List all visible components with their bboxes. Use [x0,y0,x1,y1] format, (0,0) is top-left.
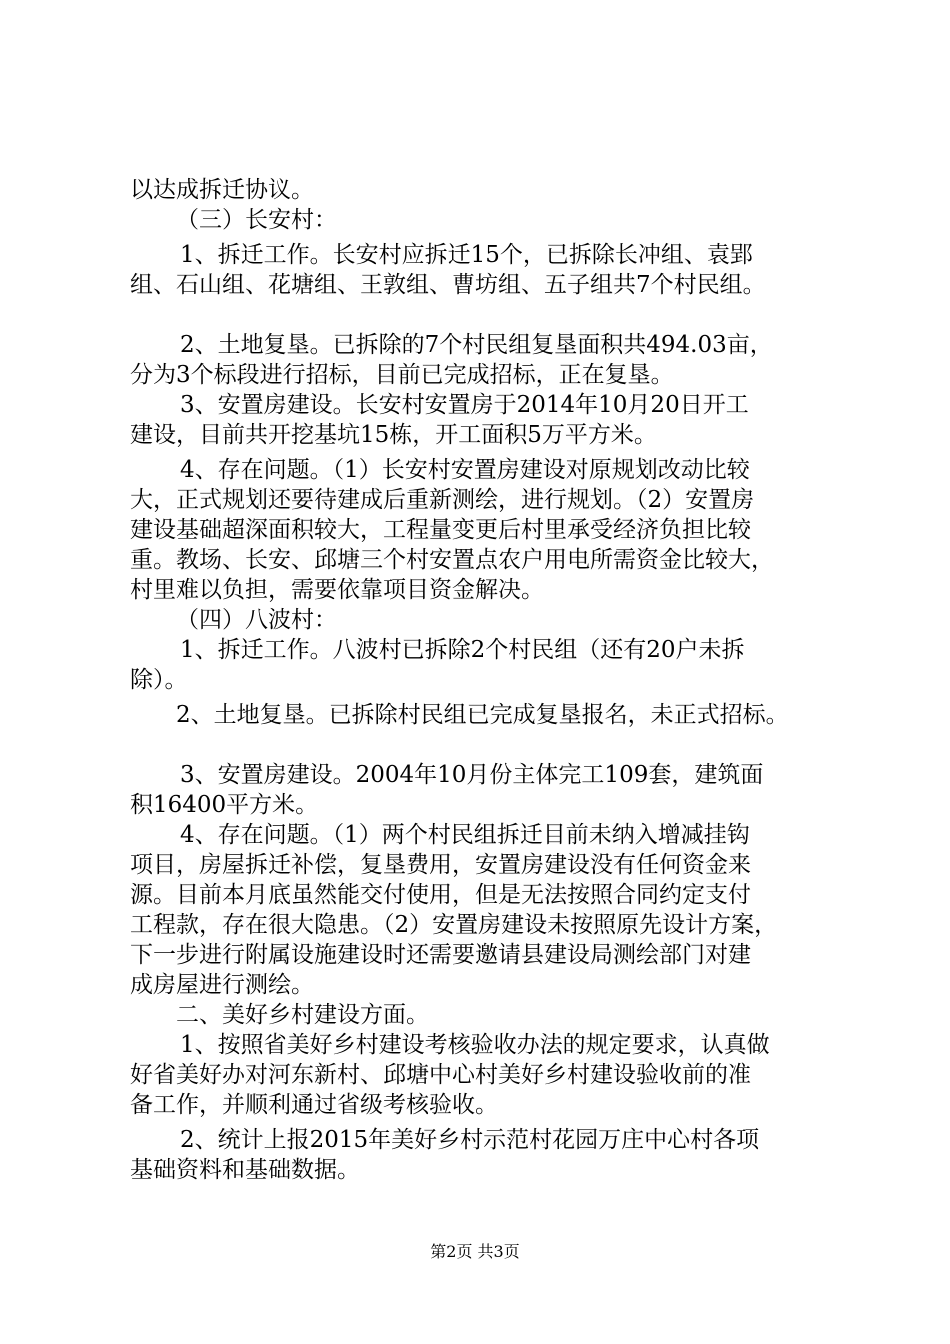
text-line: 大，正式规划还要待建成后重新测绘，进行规划。（2）安置房 [130,487,755,513]
text-line: 1、拆迁工作。八波村已拆除2个村民组（还有20户未拆 [180,637,745,663]
text-line: 分为3个标段进行招标，目前已完成招标，正在复垦。 [130,362,674,388]
text-line: 1、按照省美好乡村建设考核验收办法的规定要求，认真做 [180,1032,770,1058]
text-line: 下一步进行附属设施建设时还需要邀请县建设局测绘部门对建 [130,942,751,968]
text-line: 4、存在问题。（1）两个村民组拆迁目前未纳入增减挂钩 [180,822,750,848]
text-line: 积16400平方米。 [130,792,319,818]
text-line: 2、土地复垦。已拆除的7个村民组复垦面积共494.03亩， [180,332,773,358]
text-line: 4、存在问题。（1）长安村安置房建设对原规划改动比较 [180,457,750,483]
text-line: 重。教场、长安、邱塘三个村安置点农户用电所需资金比较大， [130,547,774,573]
text-line: 成房屋进行测绘。 [130,972,314,998]
text-line: 好省美好办对河东新村、邱塘中心村美好乡村建设验收前的准 [130,1062,751,1088]
text-line: 3、安置房建设。2004年10月份主体完工109套，建筑面 [180,762,764,788]
section-heading: 二、美好乡村建设方面。 [176,1002,429,1028]
section-heading: （四）八波村： [176,607,337,633]
text-line: 1、拆迁工作。长安村应拆迁15个，已拆除长冲组、袁郢 [180,242,753,268]
text-line: 以达成拆迁协议。 [130,177,314,203]
text-line: 村里难以负担，需要依靠项目资金解决。 [130,577,544,603]
page-footer: 第2页 共3页 [430,1242,520,1261]
text-line: 2、统计上报2015年美好乡村示范村花园万庄中心村各项 [180,1127,760,1153]
text-line: 除）。 [130,667,188,693]
text-line: 建设基础超深面积较大，工程量变更后村里承受经济负担比较 [130,517,751,543]
text-line: 基础资料和基础数据。 [130,1157,360,1183]
text-line: 工程款，存在很大隐患。（2）安置房建设未按照原先设计方案， [130,912,778,938]
text-line: 2、土地复垦。已拆除村民组已完成复垦报名，未正式招标。 [176,702,789,728]
text-line: 建设，目前共开挖基坑15栋，开工面积5万平方米。 [130,422,657,448]
text-line: 组、石山组、花塘组、王敦组、曹坊组、五子组共7个村民组。 [130,272,766,298]
text-line: 项目，房屋拆迁补偿，复垦费用，安置房建设没有任何资金来 [130,852,751,878]
section-heading: （三）长安村： [176,207,337,233]
text-line: 3、安置房建设。长安村安置房于2014年10月20日开工 [180,392,749,418]
text-line: 备工作，并顺利通过省级考核验收。 [130,1092,498,1118]
text-line: 源。目前本月底虽然能交付使用，但是无法按照合同约定支付 [130,882,751,908]
